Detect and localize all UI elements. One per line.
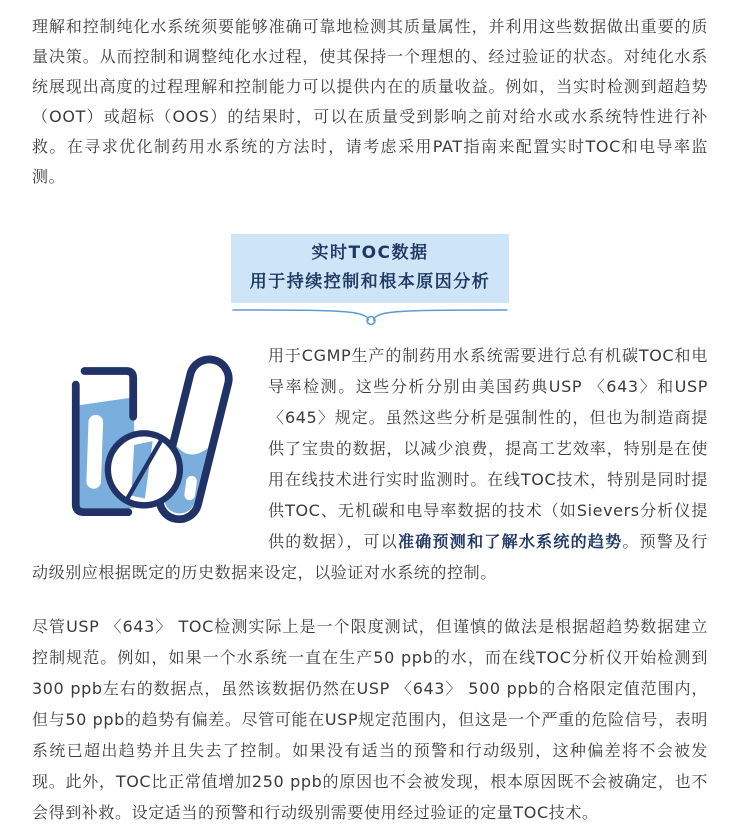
callout-title-line1: 实时TOC数据 [311,243,429,263]
callout-title-line2: 用于持续控制和根本原因分析 [249,272,491,292]
body-text-after-bold: 。预警及行动级别应根据既定的历史数据来设定，以验证对水系统的控制。 [32,532,708,582]
body-text-before-bold: 用于CGMP生产的制药用水系统需要进行总有机碳TOC和电导率检测。这些分析分别由美国药典USP 〈643〉和USP〈645〉规定。虽然这些分析是强制性的，但也为制造商提供了宝贵的数据，以减少浪费，提高工艺效率，特别是在使用在线技术进行实时监测时。在线TOC技术，特别是同时提供TOC、无机碳和电导率数据的技术（如Sievers分析仪提供的数据），可以 [268,346,708,551]
intro-paragraph: 理解和控制纯化水系统须要能够准确可靠地检测其质量属性，并利用这些数据做出重要的质量决策。从而控制和调整纯化水过程，使其保持一个理想的、经过验证的状态。对纯化水系统展现出高度的过程理解和控制能力可以提供内在的质量收益。例如，当实时检测到超趋势（OOT）或超标（OOS）的结果时，可以在质量受到影响之前对给水或水系统特性进行补救。在寻求优化制药用水系统的方法时，请考虑采用PAT指南来配置实时TOC和电导率监测。 [32,17,708,186]
closing-paragraph: 尽管USP 〈643〉 TOC检测实际上是一个限度测试，但谨慎的做法是根据超趋势数据建立控制规范。例如，如果一个水系统一直在生产50 ppb的水，而在线TOC分析仪开始检测到300 ppb左右的数据点，虽然该数据仍然在USP 〈643〉 500 ppb的合格限定值范围内，但与50 ppb的趋势有偏差。尽管可能在USP规定范围内，但这是一个严重的危险信号，表明系统已超出趋势并且失去了控制。如果没有适当的预警和行动级别，这种偏差将不会被发现。此外，TOC比正常值增加250 ppb的原因也不会被发现，根本原因既不会被确定，也不会得到补救。设定适当的预警和行动级别需要使用经过验证的定量TOC技术。 [32,617,708,822]
lab-glassware-illustration-icon [68,350,248,538]
callout-title-box [231,234,509,303]
flourish-divider-icon [231,306,509,326]
body-text-bold-phrase: 准确预测和了解水系统的趋势 [398,532,623,551]
callout-section [32,234,708,326]
illustrated-section [32,340,708,588]
